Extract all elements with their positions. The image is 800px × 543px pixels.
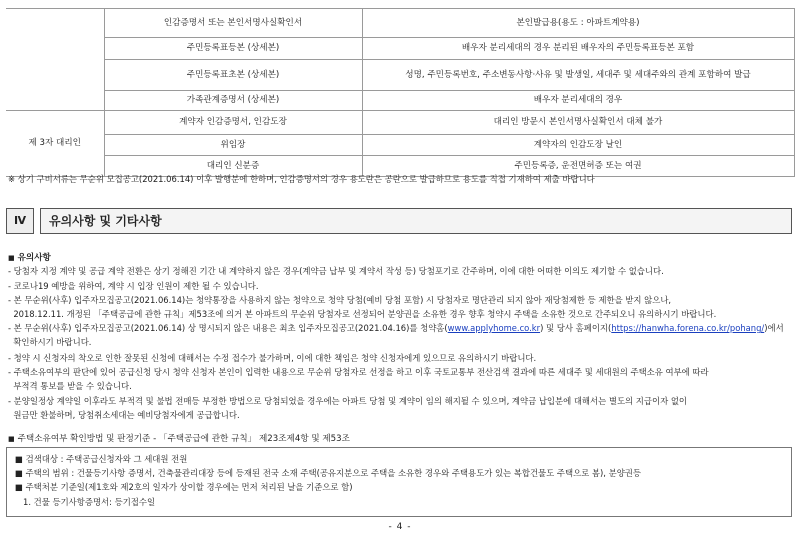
table-cell: 본인발급용(용도 : 아파트계약용) (362, 9, 794, 38)
table-cell: 계약자 인감증명서, 인감도장 (104, 111, 362, 135)
notice-heading-text: 유의사항 (17, 253, 51, 263)
table-cell: 인감증명서 또는 본인서명사실확인서 (104, 9, 362, 38)
group-label-third-party: 제 3자 대리인 (6, 111, 104, 177)
table-footnote: ※ 상기 구비서류는 무순위 모집공고(2021.06.14) 이후 발행분에 한하며, 인감증명서의 경우 용도란은 공란으로 발급하므로 용도를 직접 기재하여 제출 바랍니다 (8, 174, 595, 184)
table-row (6, 60, 794, 91)
table-row (6, 135, 794, 156)
table-cell: 위임장 (104, 135, 362, 156)
table-cell: 주민등록표초본 (상세본) (104, 60, 362, 91)
table-row (6, 9, 794, 38)
hanwha-homepage-link[interactable]: https://hanwha.forena.co.kr/pohang/ (611, 323, 765, 333)
square-bullet-icon: ■ (8, 254, 15, 262)
page-number: - 4 - (388, 522, 412, 532)
notice-heading (8, 251, 51, 263)
housing-heading (8, 432, 350, 444)
criteria-item: ■ 주택의 범위 : 건물등기사항 증명서, 건축물관리대장 등에 등재된 전국 소재 주택(공유지분으로 주택을 소유한 경우와 주택용도가 있는 복합건물도 주택으로 봄), 분양권등 (15, 468, 641, 478)
notice-line: 부적격 통보를 받을 수 있습니다. (8, 381, 132, 391)
notice-line: 원금만 환불하며, 당첨취소세대는 예비당첨자에게 공급합니다. (8, 410, 240, 420)
table-cell: 대리인 신분증 (104, 156, 362, 177)
table-cell: 배우자 분리세대의 경우 (362, 91, 794, 111)
group-cell-blank (6, 9, 104, 111)
notice-line: 확인하시기 바랍니다. (8, 337, 92, 347)
criteria-item: 1. 건물 등기사항증명서: 등기접수일 (23, 497, 156, 507)
table-cell: 주민등록표등본 (상세본) (104, 38, 362, 60)
notice-line: 2018.12.11. 개정된 「주택공급에 관한 규칙」제53조에 의거 본 아파트의 무순위 당첨자로 선정되어 분양권을 소유한 경우 향후 청약시 주택을 소유한 것으로 간주되오니 유의하시기 바랍니다. (8, 309, 717, 319)
notice-line: - 주택소유여부의 판단에 있어 공급신청 당시 청약 신청자 본인이 입력한 내용으로 무순위 당첨자로 선정을 하고 이후 국토교통부 전산검색 결과에 따른 세대주 및 세대원의 주택소유 여부에 따라 (8, 367, 709, 377)
applyhome-link[interactable]: www.applyhome.co.kr (447, 323, 541, 333)
required-documents-table (6, 8, 795, 177)
table-cell: 대리인 방문시 본인서명사실확인서 대체 불가 (362, 111, 794, 135)
notice-line: - 코로나19 예방을 위하여, 계약 시 입장 인원이 제한 될 수 있습니다. (8, 281, 259, 291)
table-cell: 계약자의 인감도장 날인 (362, 135, 794, 156)
notice-line: - 분양일정상 계약일 이후라도 부적격 및 불법 전매등 부정한 방법으로 당첨되었을 경우에는 아파트 당첨 및 계약이 임의 해지될 수 있으며, 계약금 납입분에 대해서는 별도의 지급이자 없이 (8, 396, 688, 406)
notice-line: - 본 무순위(사후) 입주자모집공고(2021.06.14)는 청약통장을 사용하지 않는 청약으로 청약 당첨(예비 당첨 포함) 시 당첨자로 명단관리 되지 않아 재당첨제한 등 제한을 받지 않으나, (8, 295, 672, 305)
criteria-item: ■ 검색대상 : 주택공급신청자와 그 세대원 전원 (15, 454, 188, 464)
housing-criteria-box (6, 447, 792, 517)
table-cell: 가족관계증명서 (상세본) (104, 91, 362, 111)
notice-text: - 본 무순위(사후) 입주자모집공고(2021.06.14) 상 명시되지 않은 내용은 최초 입주자모집공고(2021.04.16)를 청약홈( (8, 323, 448, 333)
criteria-item: ■ 주택처분 기준일(제1호와 제2호의 일자가 상이할 경우에는 먼저 처리된 날을 기준으로 함) (15, 482, 353, 492)
table-cell: 배우자 분리세대의 경우 분리된 배우자의 주민등록표등본 포함 (362, 38, 794, 60)
housing-heading-text: 주택소유여부 확인방법 및 판정기준 - 「주택공급에 관한 규칙」 제23조제4항 및 제53조 (17, 434, 350, 444)
section-title: 유의사항 및 기타사항 (40, 208, 792, 234)
notice-text: ) 및 당사 홈페이지( (540, 323, 612, 333)
table-row (6, 38, 794, 60)
table-row (6, 91, 794, 111)
notice-line: - 당첨자 지정 계약 및 공급 계약 전환은 상기 정해진 기간 내 계약하지 않은 경우(계약금 납부 및 계약서 작성 등) 당첨포기로 간주하며, 이에 대한 어떠한 이의도 제기할 수 없습니다. (8, 266, 664, 276)
notice-text: )에서 (764, 323, 784, 333)
square-bullet-icon: ■ (8, 435, 15, 443)
section-number: Ⅳ (6, 208, 34, 234)
table-cell: 주민등록증, 운전면허증 또는 여권 (362, 156, 794, 177)
table-row (6, 111, 794, 135)
table-cell: 성명, 주민등록번호, 주소변동사항·사유 및 발생일, 세대주 및 세대주와의 관계 포함하여 발급 (362, 60, 794, 91)
notice-line-with-links (8, 322, 784, 334)
notice-line: - 청약 시 신청자의 착오로 인한 잘못된 신청에 대해서는 수정 접수가 불가하며, 이에 대한 책임은 청약 신청자에게 있으므로 유의하시기 바랍니다. (8, 353, 537, 363)
section-header (6, 208, 792, 234)
